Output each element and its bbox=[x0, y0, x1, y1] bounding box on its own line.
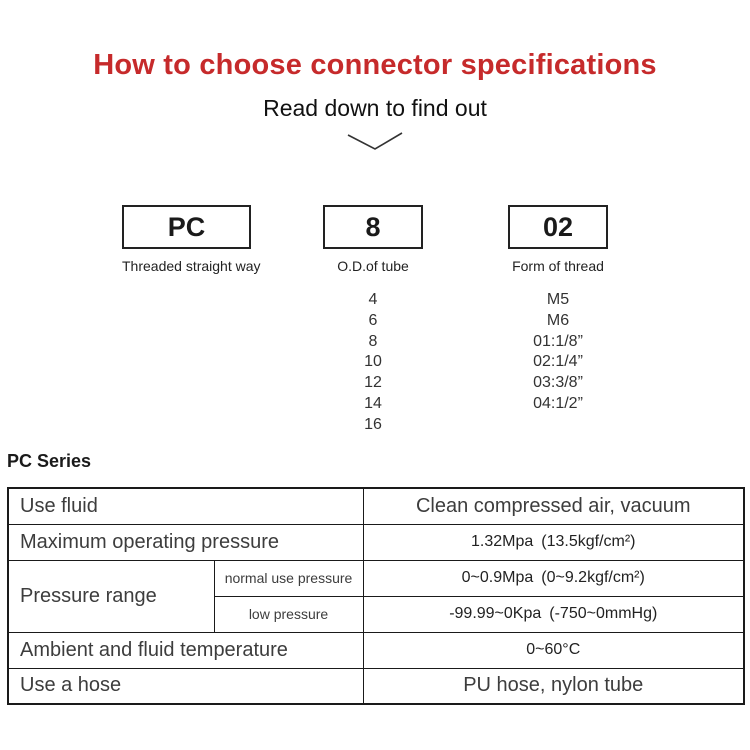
code-label-tube: O.D.of tube bbox=[337, 258, 409, 274]
spec-label-max-pressure: Maximum operating pressure bbox=[8, 524, 363, 560]
code-box-tube: 8 bbox=[323, 205, 423, 249]
thread-form-option: 02:1/4” bbox=[533, 353, 583, 371]
table-row bbox=[8, 488, 744, 524]
tube-od-option: 14 bbox=[364, 394, 382, 412]
code-column-prefix bbox=[122, 205, 261, 274]
tube-od-option: 10 bbox=[364, 353, 382, 371]
spec-value-low-pressure: -99.99~0Kpa (-750~0mmHg) bbox=[363, 596, 744, 632]
thread-form-option: 04:1/2” bbox=[533, 394, 583, 412]
series-heading: PC Series bbox=[7, 451, 92, 471]
tube-od-option: 4 bbox=[368, 291, 378, 308]
spec-value-normal-pressure: 0~0.9Mpa (0~9.2kgf/cm²) bbox=[363, 560, 744, 596]
spec-label-use-fluid: Use fluid bbox=[8, 488, 363, 524]
table-row bbox=[8, 632, 744, 668]
table-row bbox=[8, 560, 744, 596]
spec-table bbox=[7, 487, 745, 705]
spec-sublabel-normal-pressure: normal use pressure bbox=[214, 560, 363, 596]
page-subtitle: Read down to find out bbox=[263, 95, 487, 121]
tube-od-options bbox=[323, 290, 423, 436]
spec-value-hose: PU hose, nylon tube bbox=[363, 668, 744, 704]
spec-value-max-pressure: 1.32Mpa (13.5kgf/cm²) bbox=[363, 524, 744, 560]
code-column-thread-form bbox=[508, 205, 608, 415]
thread-form-option: 03:3/8” bbox=[533, 374, 583, 392]
tube-od-option: 8 bbox=[368, 332, 378, 350]
chevron-down-icon bbox=[0, 131, 750, 156]
thread-form-option: 01:1/8” bbox=[533, 332, 583, 350]
code-column-tube-od bbox=[323, 205, 423, 436]
tube-od-option: 12 bbox=[364, 374, 382, 392]
thread-form-option: M6 bbox=[546, 311, 570, 329]
page-title: How to choose connector specifications bbox=[93, 49, 657, 81]
thread-form-option: M5 bbox=[546, 291, 570, 308]
code-box-pc: PC bbox=[122, 205, 251, 249]
spec-sublabel-low-pressure: low pressure bbox=[214, 596, 363, 632]
spec-value-temperature: 0~60°C bbox=[363, 632, 744, 668]
code-box-thread: 02 bbox=[508, 205, 608, 249]
table-row bbox=[8, 668, 744, 704]
tube-od-option: 16 bbox=[364, 415, 382, 433]
tube-od-option: 6 bbox=[368, 311, 378, 329]
spec-label-temperature: Ambient and fluid temperature bbox=[8, 632, 363, 668]
thread-form-options bbox=[508, 290, 608, 415]
spec-label-pressure-range: Pressure range bbox=[8, 560, 214, 632]
code-label-thread: Form of thread bbox=[512, 258, 604, 274]
table-row bbox=[8, 524, 744, 560]
code-label-pc: Threaded straight way bbox=[122, 258, 261, 274]
spec-value-use-fluid: Clean compressed air, vacuum bbox=[363, 488, 744, 524]
spec-label-hose: Use a hose bbox=[8, 668, 363, 704]
